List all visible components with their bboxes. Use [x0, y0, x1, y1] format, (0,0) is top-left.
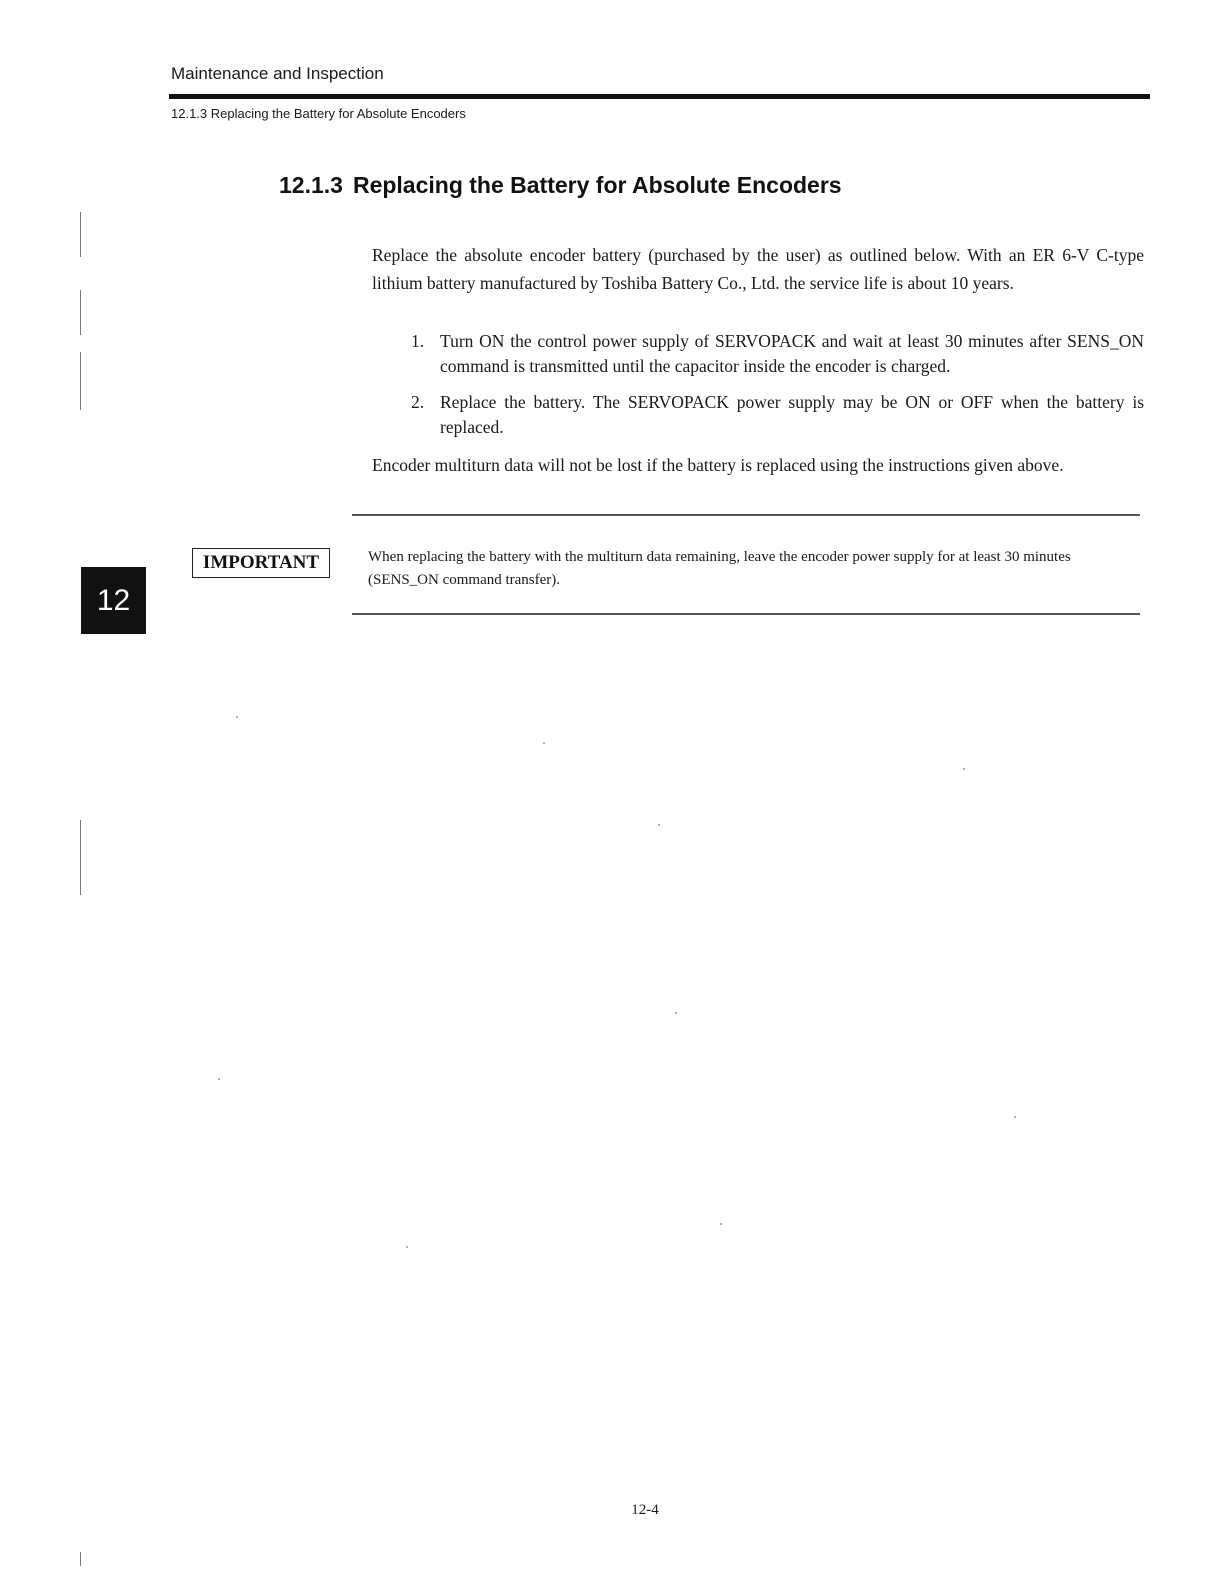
closing-paragraph: Encoder multiturn data will not be lost if the battery is replaced using the instructions given above.: [372, 455, 1064, 475]
procedure-steps: [405, 329, 1144, 440]
running-header-subtitle: 12.1.3 Replacing the Battery for Absolute Encoders: [171, 106, 466, 121]
section-heading: [279, 172, 842, 199]
scan-speck: [1014, 1116, 1016, 1118]
scan-speck: [406, 1246, 408, 1248]
margin-scan-mark: [80, 352, 81, 410]
scan-speck: [236, 716, 238, 718]
scan-speck: [720, 1223, 722, 1225]
scan-speck: [543, 742, 545, 744]
scan-speck: [963, 768, 965, 770]
important-badge: IMPORTANT: [192, 548, 330, 578]
step-number: 2.: [411, 392, 425, 412]
chapter-tab: 12: [81, 567, 146, 634]
intro-paragraph: Replace the absolute encoder battery (purchased by the user) as outlined below. With an ER 6-V C-type lithium battery manufactured by Toshiba Battery Co., Ltd. the service life is about 10 years.: [372, 245, 1144, 293]
important-bottom-rule: [352, 613, 1140, 615]
section-number: 12.1.3: [279, 172, 343, 198]
scan-speck: [658, 824, 660, 826]
margin-scan-mark: [80, 290, 81, 335]
page-number: 12-4: [631, 1502, 659, 1518]
important-note-text: When replacing the battery with the multiturn data remaining, leave the encoder power supply for at least 30 minutes (SENS_ON command transfer).: [368, 549, 1071, 588]
step-item: [405, 390, 1144, 440]
step-number: 1.: [411, 331, 425, 351]
running-header-title: Maintenance and Inspection: [171, 64, 384, 83]
scan-speck: [675, 1012, 677, 1014]
margin-scan-mark: [80, 820, 81, 895]
section-title: Replacing the Battery for Absolute Encoders: [352, 172, 842, 198]
step-text: Replace the battery. The SERVOPACK power supply may be ON or OFF when the battery is replaced.: [440, 392, 1144, 437]
step-text: Turn ON the control power supply of SERVOPACK and wait at least 30 minutes after SENS_ON command is transmitted until the capacitor inside the encoder is charged.: [440, 331, 1144, 376]
step-item: [405, 329, 1144, 379]
header-rule: [169, 94, 1150, 99]
margin-scan-mark: [80, 212, 81, 257]
scan-speck: [218, 1078, 220, 1080]
margin-scan-mark: [80, 1552, 81, 1566]
important-top-rule: [352, 514, 1140, 516]
